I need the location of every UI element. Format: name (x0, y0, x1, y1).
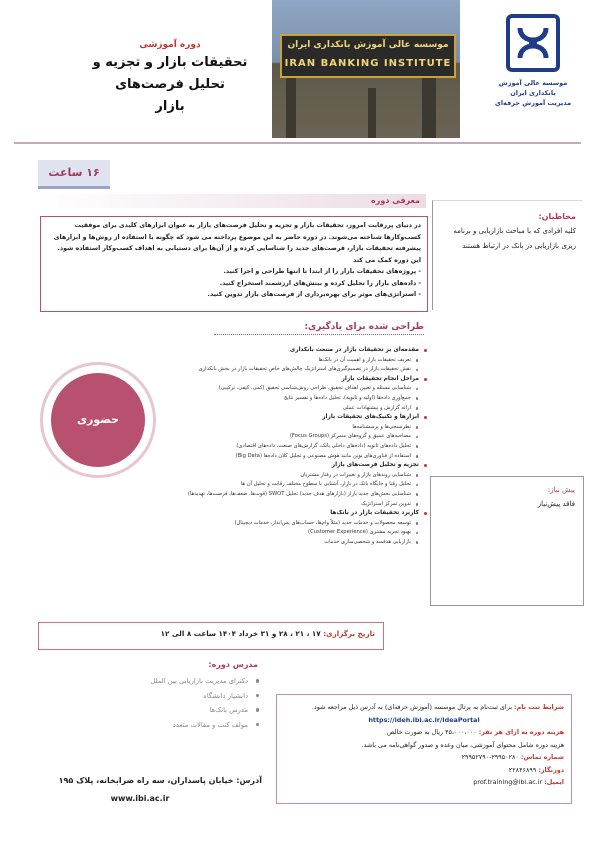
audience-title: مخاطبان: (538, 212, 576, 221)
registration-label: شرایط ثبت نام: (514, 703, 564, 711)
syllabus-item: توسعه محصولات و خدمات جدید (مثلاً وام‌ها، حساب‌های پس‌انداز، خدمات دیجیتال) (180, 519, 428, 529)
intro-bullet: - استراتژی‌های موثر برای بهره‌برداری از فرصت‌های بازار تدوین کنید. (207, 291, 421, 298)
syllabus-item: شناسایی روندهای بازار و تغییرات در رفتار مشتریان (180, 471, 428, 481)
instructor-item: دکترای مدیریت بازاریابی بین الملل (110, 674, 260, 689)
syllabus-topic: مراحل انجام تحقیقات بازار (180, 375, 428, 385)
prerequisite-box (430, 476, 584, 606)
registration-text: برای ثبت‌نام به پرتال موسسه (آموزش حرفه‌ای) به آدرس ذیل مراجعه شود. (311, 703, 515, 711)
institute-building-photo (272, 0, 460, 138)
header-divider (14, 142, 581, 144)
syllabus-list (180, 346, 428, 547)
phone-label: شماره تماس: (520, 753, 564, 761)
instructor-list (110, 674, 260, 732)
fee-label: هزینه دوره به ازای هر نفر: (478, 728, 564, 736)
syllabus-item: تحلیل رقبا و جایگاه بانک در بازار، آشنایی با سطوح مختلف رقابت و تحلیل آن ها (180, 480, 428, 490)
fee-note: هزینه دوره شامل محتوای آموزشی، میان وعده و صدور گواهی‌نامه می باشد. (361, 740, 564, 749)
prerequisite-text: فاقد پیش‌نیاز (537, 500, 575, 508)
audience-text: کلیه افرادی که با مباحث بازاریابی و برنامه ریزی بازاریابی در بانک در ارتباط هستند (453, 227, 576, 250)
syllabus-item: مصاحبه‌های عمیق و گروه‌های متمرکز (Focus Groups) (180, 432, 428, 442)
institute-emblem-icon (492, 14, 574, 74)
intro-heading: معرفی دوره (40, 194, 426, 208)
institute-logo (492, 14, 574, 107)
fax-label: دورنگار: (538, 765, 564, 774)
intro-paragraph: در دنیای پررقابت امروز، تحقیقات بازار و تجزیه و تحلیل فرصت‌های بازار به عنوان ابزارهای کلیدی برای موفقیت کسب‌وکارها شناخته می‌شوند. در دوره حاضر به این موضوع پرداخته می شود که چگونه با استفاده از روش‌ها و ابزارهای پیشرفته تحقیقات بازار، فرصت‌های جدید را شناسایی کرده و از آن‌ها برای دستیابی به اهداف کسب‌وکار استفاده شود. این دوره کمک می کند (53, 222, 421, 264)
dates-box (38, 622, 384, 650)
logo-text-line2: مدیریت آموزش حرفه‌ای (494, 99, 572, 107)
website-link[interactable]: www.ibi.ac.ir (110, 794, 170, 803)
hours-badge: ۱۶ ساعت (38, 160, 110, 189)
format-badge (40, 362, 156, 478)
building-sign-fa: موسسه عالی آموزش بانکداری ایران (287, 40, 449, 50)
audience-box (432, 200, 582, 310)
email-link[interactable]: prof.training@ibi.ac.ir (473, 778, 543, 786)
course-title (80, 52, 260, 118)
dates-label: تاریخ برگزاری: (323, 629, 375, 638)
phone-line (284, 751, 564, 764)
course-kind: دوره آموزشی (139, 40, 201, 50)
instructor-item: مدرس بانک‌ها (110, 703, 260, 718)
syllabus-item: جمع‌آوری داده‌ها (اولیه و ثانویه)، تحلیل داده‌ها و تفسیر نتایج (180, 394, 428, 404)
fee-line (284, 726, 564, 739)
syllabus-topic: مقدمه‌ای بر تحقیقات بازار در صنعت بانکداری (180, 346, 428, 356)
syllabus-item: تعریف تحقیقات بازار و اهمیت آن در بانک‌ها (180, 356, 428, 366)
instructor-item: مولف کتب و مقالات متعدد (110, 718, 260, 733)
email-line (284, 776, 564, 789)
syllabus-item: نظرسنجی‌ها و پرسشنامه‌ها (180, 423, 428, 433)
portal-line (284, 714, 564, 727)
course-title-block (80, 40, 260, 118)
syllabus-item: استفاده از فناوری‌های نوین مانند هوش مصنوعی و تحلیل کلان داده‌ها (Big Data) (180, 452, 428, 462)
intro-bullet: - پروژه‌های تحقیقات بازار را از ابتدا تا انتها طراحی و اجرا کنید. (223, 268, 421, 275)
fax-value: ۲۲۸۴۶۸۹۹ (508, 765, 539, 774)
syllabus-item: ارائه گزارش و پیشنهادات عملی (180, 404, 428, 414)
course-title-line2: بازار (155, 99, 185, 114)
intro-bullet: - داده‌های بازار را تحلیل کرده و بینش‌های ارزشمند استخراج کنید. (219, 279, 421, 287)
syllabus-item: شناسایی مسئله و تعیین اهداف تحقیق، طراحی روش‌شناسی تحقیق (کمی، کیفی، ترکیبی) (180, 384, 428, 394)
portal-link[interactable]: https://ideh.ibi.ac.ir/IdeaPortal (368, 715, 480, 724)
registration-box (276, 694, 572, 804)
syllabus-item: تحلیل داده‌های ثانویه (داده‌های داخلی بانک، گزارش‌های صنعت، داده‌های اقتصادی) (180, 442, 428, 452)
instructor-heading: مدرس دوره: (208, 660, 258, 669)
registration-line (284, 701, 564, 714)
course-title-line1: تحقیقات بازار و تجزیه و تحلیل فرصت‌های (92, 55, 248, 92)
phone-value: ۲۹۹۵۰۲۸۰-۲۹۹۵۲۷۹۰ (461, 753, 521, 761)
syllabus-heading: طراحی شده برای یادگیری: (214, 322, 424, 335)
instructor-item: دانشیار دانشگاه (110, 689, 260, 704)
building-sign (280, 34, 456, 78)
address: آدرس: خیابان پاسداران، سه راه ضرابخانه، پلاک ۱۹۵ (58, 776, 262, 785)
prerequisite-title: پیش نیاز: (547, 486, 575, 494)
fee-value: ۴۵،۰۰۰،۰۰۰ ریال به صورت خالص (386, 728, 479, 736)
format-badge-label: حضوری (51, 373, 145, 467)
fax-line (284, 764, 564, 777)
syllabus-topic: ابزارها و تکنیک‌های تحقیقات بازار (180, 413, 428, 423)
syllabus-item: تدوین تمرکز استراتژیک (180, 500, 428, 510)
dates-value: ۱۷ ، ۲۱ ، ۲۸ و ۳۱ خرداد ۱۴۰۴ ساعت ۸ الی ۱۲ (160, 629, 324, 638)
syllabus-topic: کاربرد تحقیقات بازار در بانک‌ها (180, 509, 428, 519)
syllabus-item: شناسایی بخش‌های جدید بازار (بازارهای هدف جدید) تحلیل SWOT (قوت‌ها، ضعف‌ها، فرصت‌ها، تهدیدها) (180, 490, 428, 500)
syllabus-item: بهبود تجربه مشتری (Customer Experience) (180, 528, 428, 538)
email-label: ایمیل: (544, 778, 564, 786)
syllabus-item: بازاریابی هدفمند و شخصی‌سازی خدمات (180, 538, 428, 548)
syllabus-item: نقش تحقیقات بازار در تصمیم‌گیری‌های استراتژیک چالش‌های خاص تحقیقات بازار در بخش بانکداری (180, 365, 428, 375)
building-sign-en: IRAN BANKING INSTITUTE (284, 58, 452, 69)
syllabus-topic: تجزیه و تحلیل فرصت‌های بازار (180, 461, 428, 471)
logo-text-line1: موسسه عالی آموزش بانکداری ایران (498, 79, 568, 97)
intro-box (40, 216, 428, 312)
